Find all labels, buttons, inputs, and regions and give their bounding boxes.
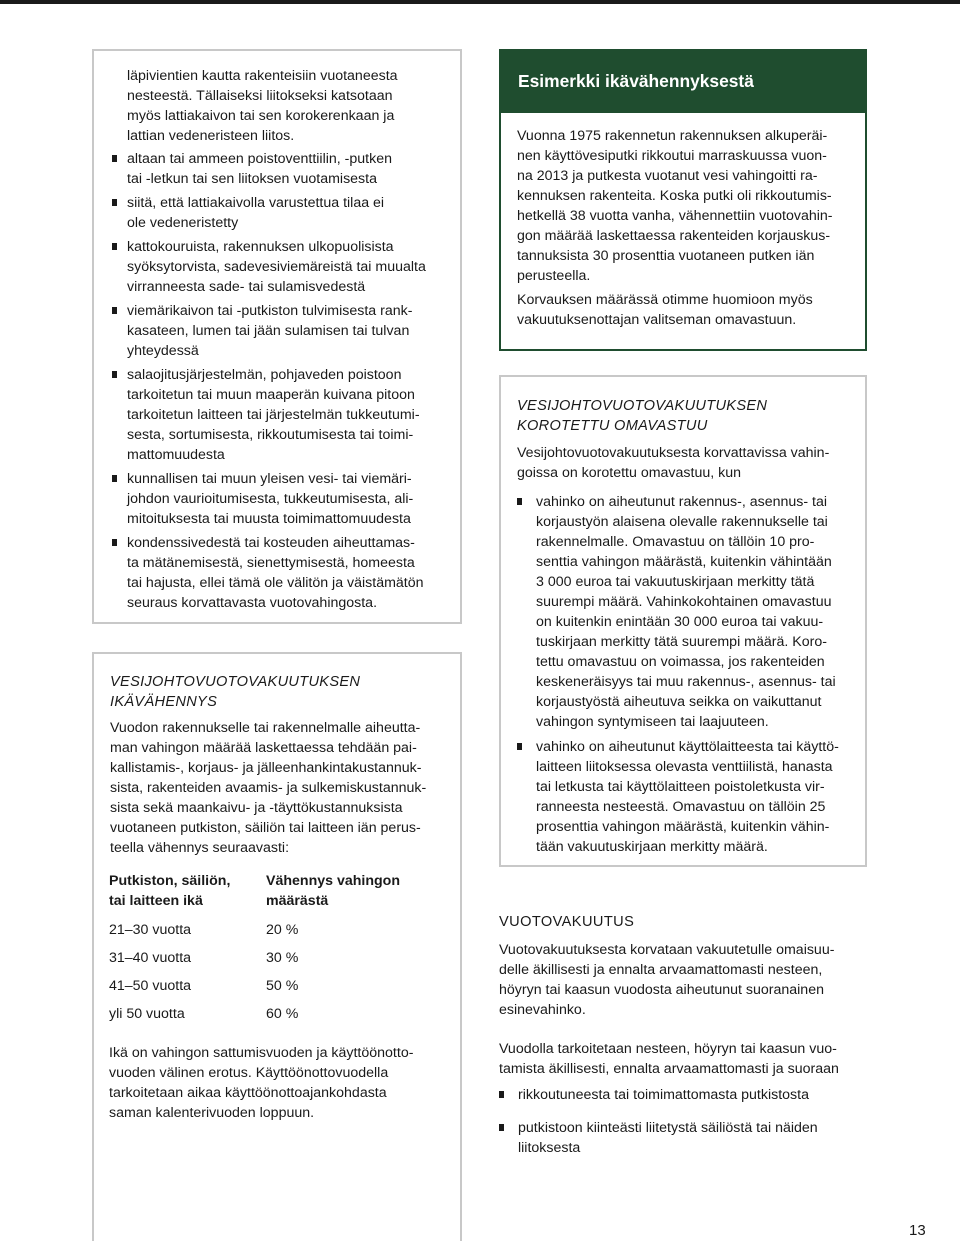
list-item: viemärikaivon tai -putkiston tulvimisesta rank- kasateen, lumen tai jään sulamisen tai tulvan yhteydessä bbox=[112, 301, 452, 361]
list-item: kondenssivedestä tai kosteuden aiheuttamas- ta mätänemisestä, sienettymisestä, homeesta tai hajusta, ellei tämä ole välitön ja väistämätön seuraus korvattavasta vuotovahingosta. bbox=[112, 533, 452, 613]
table-row: 21–30 vuotta 20 % bbox=[109, 922, 299, 938]
intro-line: nesteestä. Tällaiseksi liitokseksi katsotaan bbox=[127, 88, 393, 104]
list-item: kunnallisen tai muun yleisen vesi- tai viemäri- johdon vaurioitumisesta, tukkeutumisesta, ali- mitoituksesta tai muusta toimimattomuudesta bbox=[112, 469, 452, 529]
left-bullet-list bbox=[112, 149, 452, 613]
leak-insurance-list bbox=[499, 1085, 879, 1158]
age-note: Ikä on vahingon sattumisvuoden ja käyttöönotto- vuoden välinen erotus. Käyttöönottovuodella tarkoitetaan aikaa käyttöönottoajankohdasta saman kalenterivuoden loppuun. bbox=[109, 1045, 414, 1121]
increased-deductible-list bbox=[517, 492, 862, 857]
leak-insurance-paragraph: Vuotovakuutuksesta korvataan vakuutetulle omaisuu- delle äkillisesti ja ennalta arvaamattomasti nesteen, höyryn tai kaasun vuodosta aiheutunut suoranainen esinevahinko. bbox=[499, 942, 835, 1018]
top-rule bbox=[0, 0, 960, 4]
list-item: altaan tai ammeen poistoventtiilin, -putken tai -letkun tai sen liitoksen vuotamisesta bbox=[112, 149, 452, 189]
page-number: 13 bbox=[909, 1222, 926, 1239]
age-deduction-paragraph: Vuodon rakennukselle tai rakennelmalle aiheutta- man vahingon määrää laskettaessa tehdään pai- kallistamis-, korjaus- ja jälleenhankintakustannuk- sista, rakenteiden avaamis- ja sulkemiskustannuk- sista sekä maankaivu- ja -täyttökustannuksista vuotaneen putkiston, säiliön tai laitteen iän perus- teella vähennys seuraavasti: bbox=[110, 720, 427, 856]
intro-line: myös lattiakaivon tai sen korokerenkaan ja bbox=[127, 108, 395, 124]
table-row: yli 50 vuotta 60 % bbox=[109, 1006, 299, 1022]
age-deduction-table bbox=[109, 871, 400, 1032]
increased-deductible-heading: VESIJOHTOVUOTOVAKUUTUKSEN KOROTETTU OMAVASTUU bbox=[517, 398, 768, 434]
list-item: vahinko on aiheutunut rakennus-, asennus- tai korjaustyön alaisena olevalle rakennukselle tai rakennelmalle. Omavastuu on tällöin 10 pro- senttia vahingon määrästä, kuitenkin vähintään 3 000 euroa tai vakuutuskirjaan merkitty tätä suurempi määrä. Vahinkokohtainen omavastuu on kuitenkin enintään 30 000 euroa tai vakuu- tuskirjaan merkitty tätä suurempi määrä. Koro- tettu omavastuu on voimassa, jos rakenteiden keskeneräisyys tai muu rakennus-, asennus- tai korjaustyöstä aiheutuva seikka on vaikuttanut vahingon syntymiseen tai laajuuteen. bbox=[517, 492, 862, 732]
table-header-cell: Vähennys vahingon määrästä bbox=[266, 873, 401, 909]
example-paragraph: Vuonna 1975 rakennetun rakennuksen alkuperäi- nen käyttövesiputki rikkoutui marraskuussa vuon- na 2013 ja putkesta vuotanut vesi vahingoitti ra- kennuksen rakenteita. Koska putki oli rikkoutumis- hetkellä 38 vuotta vanha, vähennettiin vuotovahin- gon määrää laskettaessa rakenteiden korjauskus- tannuksista 30 prosenttia vuotaneen putken iän perusteella. bbox=[517, 128, 833, 284]
example-title: Esimerkki ikävähennyksestä bbox=[501, 51, 865, 113]
leak-insurance-paragraph: Vuodolla tarkoitetaan nesteen, höyryn tai kaasun vuo- tamista äkillisesti, ennalta arvaamattomasti ja suoraan bbox=[499, 1041, 839, 1077]
list-item: kattokouruista, rakennuksen ulkopuolisista syöksytorvista, sadevesiviemäreistä tai muualta virranneesta sade- tai sulamisvedestä bbox=[112, 237, 452, 297]
list-item: rikkoutuneesta tai toimimattomasta putkistosta bbox=[499, 1085, 879, 1105]
intro-line: läpivientien kautta rakenteisiin vuotaneesta bbox=[127, 68, 398, 84]
increased-deductible-box bbox=[499, 375, 867, 867]
example-paragraph: Korvauksen määrässä otimme huomioon myös vakuutuksenottajan valitseman omavastuun. bbox=[517, 292, 813, 328]
intro-line: lattian vedeneristeen liitos. bbox=[127, 128, 295, 144]
table-row: 31–40 vuotta 30 % bbox=[109, 950, 299, 966]
list-item: salaojitusjärjestelmän, pohjaveden poistoon tarkoitetun tai muun maaperän kuivana pitoon tarkoitetun laitteen tai järjestelmän tukkeutumi- sesta, sortumisesta, rikkoutumisesta tai toimi- mattomuudesta bbox=[112, 365, 452, 465]
example-box bbox=[499, 49, 867, 351]
table-header-cell: Putkiston, säiliön, tai laitteen ikä bbox=[109, 873, 231, 909]
table-row: 41–50 vuotta 50 % bbox=[109, 978, 299, 994]
list-item: siitä, että lattiakaivolla varustettua tilaa ei ole vedeneristetty bbox=[112, 193, 452, 233]
increased-deductible-intro: Vesijohtovuotovakuutuksesta korvattavissa vahin- goissa on korotettu omavastuu, kun bbox=[517, 445, 830, 481]
age-deduction-heading: VESIJOHTOVUOTOVAKUUTUKSEN IKÄVÄHENNYS bbox=[110, 674, 361, 710]
leak-insurance-heading: VUOTOVAKUUTUS bbox=[499, 914, 635, 930]
list-item: putkistoon kiinteästi liitetystä säiliöstä tai näiden liitoksesta bbox=[499, 1118, 879, 1158]
left-bullet-box bbox=[92, 49, 462, 624]
intro-text bbox=[127, 66, 398, 146]
table-header-row bbox=[109, 871, 400, 920]
list-item: vahinko on aiheutunut käyttölaitteesta tai käyttö- laitteen liitoksessa olevasta venttiilistä, hanasta tai letkusta tai käyttölaitteen poistoletkusta vir- ranneesta nesteestä. Omavastuu on tällöin 25 prosenttia vahingon määrästä, kuitenkin vähin- tään vakuutuskirjaan merkitty määrä. bbox=[517, 737, 862, 857]
